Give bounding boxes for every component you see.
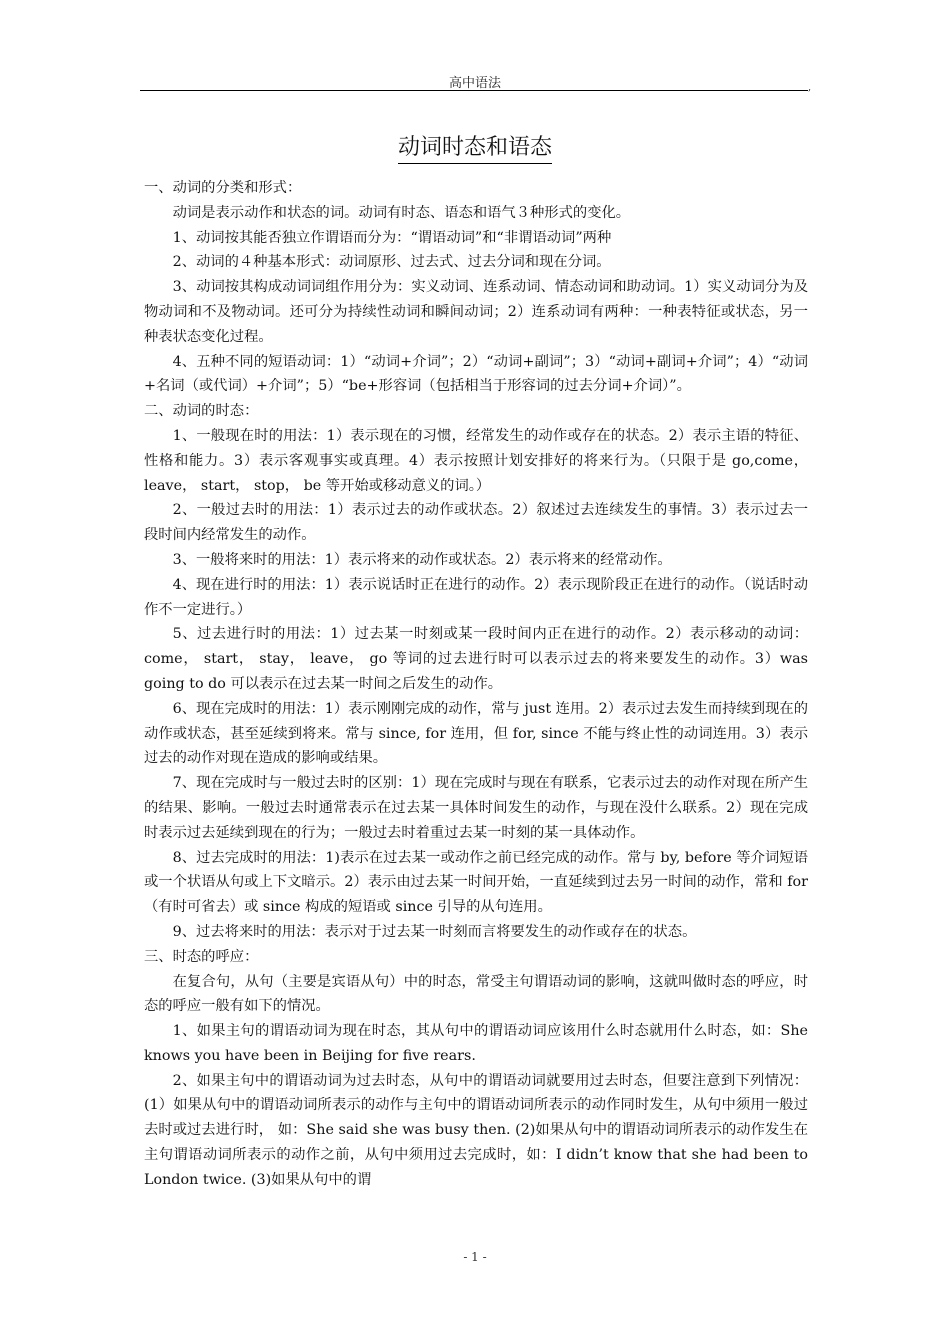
paragraph: 6、现在完成时的用法：1）表示刚刚完成的动作，常与 just 连用。2）表示过去发生而持续到现在的动作或状态，甚至延续到将来。常与 since, for 连用，但 for, since 不能与终止性的动词连用。3）表示过去的动作对现在造成的影响或结果。 (144, 700, 808, 767)
paragraph: 1、动词按其能否独立作谓语而分为：“谓语动词”和“非谓语动词”两种 (172, 229, 612, 246)
paragraph: 8、过去完成时的用法：1)表示在过去某一或动作之前已经完成的动作。常与 by, before 等介词短语或一个状语从句或上下文暗示。2）表示由过去某一时间开始，一直延续到过去另一时间的动作，常和 for（有时可省去）或 since 构成的短语或 since 引导的从句连用。 (144, 849, 808, 916)
paragraph: 在复合句，从句（主要是宾语从句）中的时态，常受主句谓语动词的影响，这就叫做时态的呼应，时态的呼应一般有如下的情况。 (144, 973, 808, 1015)
paragraph: 1、一般现在时的用法：1）表示现在的习惯，经常发生的动作或存在的状态。2）表示主语的特征、性格和能力。3）表示客观事实或真理。4）表示按照计划安排好的将来行为。（只限于是 go,come， leave， start， stop， be 等开始或移动意义的词。） (144, 427, 808, 494)
paragraph: 3、一般将来时的用法：1）表示将来的动作或状态。2）表示将来的经常动作。 (172, 551, 672, 568)
paragraph: 动词是表示动作和状态的词。动词有时态、语态和语气３种形式的变化。 (172, 204, 631, 221)
paragraph: 4、现在进行时的用法：1）表示说话时正在进行的动作。2）表示现阶段正在进行的动作。（说话时动作不一定进行。） (144, 576, 808, 618)
paragraph: 4、五种不同的短语动词：1）“动词+介词”；2）“动词+副词”；3）“动词+副词+介词”；4）“动词+名词（或代词）+介词”；5）“be+形容词（包括相当于形容词的过去分词+介词）”。 (144, 353, 808, 395)
section-heading: 三、时态的呼应： (144, 948, 259, 965)
paragraph: 9、过去将来时的用法：表示对于过去某一时刻而言将要发生的动作或存在的状态。 (172, 923, 697, 940)
document-body (144, 176, 808, 1193)
document-title-text: 动词时态和语态 (398, 135, 552, 164)
paragraph: 3、动词按其构成动词词组作用分为：实义动词、连系动词、情态动词和助动词。1）实义动词分为及物动词和不及物动词。还可分为持续性动词和瞬间动词；2）连系动词有两种：一种表特征或状态，另一种表状态变化过程。 (144, 279, 808, 345)
header-mark: , (808, 82, 812, 93)
running-header: 高中语法 (448, 76, 501, 91)
paragraph: 2、一般过去时的用法：1）表示过去的动作或状态。2）叙述过去连续发生的事情。3）表示过去一段时间内经常发生的动作。 (144, 502, 808, 544)
paragraph: 1、如果主句的谓语动词为现在时态，其从句中的谓语动词应该用什么时态就用什么时态，如：She knows you have been in Beijing for five rears. (144, 1023, 808, 1064)
paragraph: 7、现在完成时与一般过去时的区别：1）现在完成时与现在有联系，它表示过去的动作对现在所产生的结果、影响。一般过去时通常表示在过去某一具体时间发生的动作，与现在没什么联系。2）现在完成时表示过去延续到现在的行为；一般过去时着重过去某一时刻的某一具体动作。 (144, 775, 808, 841)
paragraph: 2、如果主句中的谓语动词为过去时态，从句中的谓语动词就要用过去时态，但要注意到下列情况：(1）如果从句中的谓语动词所表示的动作与主句中的谓语动词所表示的动作同时发生，从句中须用一般过去时或过去进行时， 如：She said she was busy then. (2)如果从句中的谓语动词所表示的动作发生在主句谓语动词所表示的动作之前，从句中须用过去完成时，如：I didn’t know that she had been to London twice. (3)如果从句中的谓 (144, 1072, 808, 1188)
section-heading: 一、动词的分类和形式： (144, 180, 302, 196)
page-number: - 1 - (463, 1250, 487, 1264)
paragraph: 2、动词的４种基本形式：动词原形、过去式、过去分词和现在分词。 (172, 254, 611, 271)
paragraph: 5、过去进行时的用法：1）过去某一时刻或某一段时间内正在进行的动作。2）表示移动的动词：come， start， stay， leave， go 等词的过去进行时可以表示过去的将来要发生的动作。3）was going to do 可以表示在过去某一时间之后发生的动作。 (144, 626, 808, 692)
section-heading: 二、动词的时态： (144, 403, 259, 420)
document-title (0, 130, 950, 161)
header-divider (140, 90, 808, 91)
